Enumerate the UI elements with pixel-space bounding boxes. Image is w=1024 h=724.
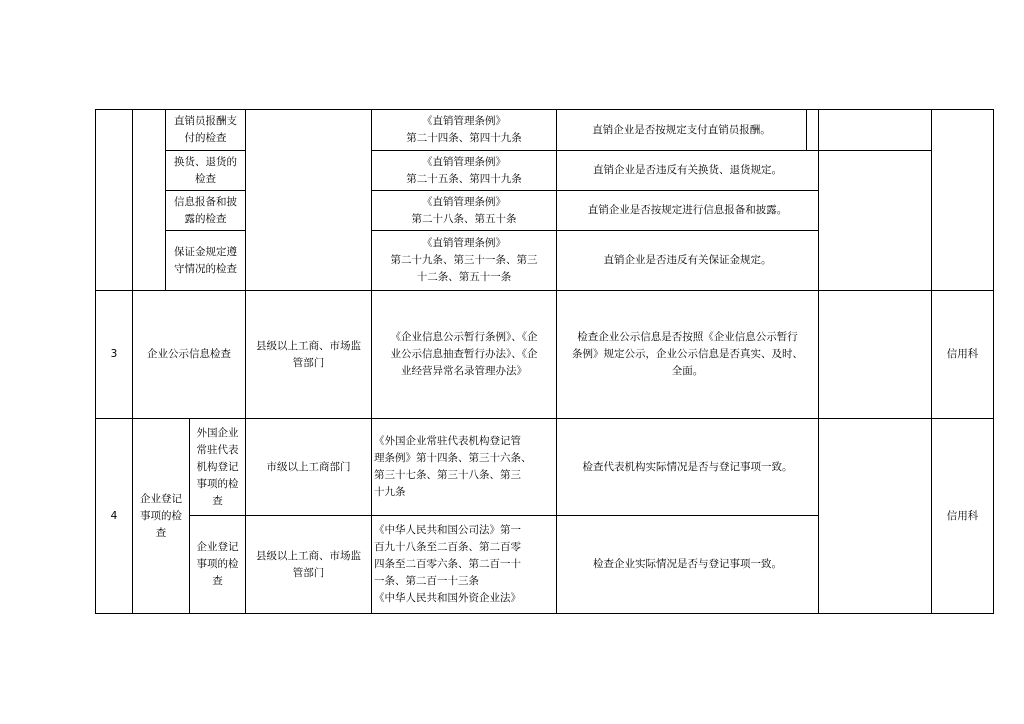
cell-item-r1 bbox=[132, 109, 166, 291]
cell-subject-r1 bbox=[245, 109, 372, 291]
cell-content-r4-2: 检查企业实际情况是否与登记事项一致。 bbox=[556, 515, 819, 614]
cell-dept-r1 bbox=[931, 109, 994, 291]
cell-subname-r1-4: 保证金规定遵 守情况的检查 bbox=[165, 230, 246, 291]
cell-content-r1-3: 直销企业是否按规定进行信息报备和披露。 bbox=[556, 190, 819, 231]
cell-basis-r1-3: 《直销管理条例》 第二十八条、第五十条 bbox=[371, 190, 557, 231]
cell-dept-r3: 信用科 bbox=[931, 290, 994, 419]
cell-subname-r1-1: 直销员报酬支 付的检查 bbox=[165, 109, 246, 151]
cell-content-r1-4: 直销企业是否违反有关保证金规定。 bbox=[556, 230, 819, 291]
cell-extra-r4 bbox=[818, 418, 932, 614]
cell-basis-r1-1: 《直销管理条例》 第二十四条、第四十九条 bbox=[371, 109, 557, 151]
cell-subname-r4-2: 企业登记 事项的检 查 bbox=[189, 515, 246, 614]
cell-content-r4-1: 检查代表机构实际情况是否与登记事项一致。 bbox=[556, 418, 819, 516]
cell-subname-r4-1: 外国企业 常驻代表 机构登记 事项的检 查 bbox=[189, 418, 246, 516]
cell-basis-r1-4: 《直销管理条例》 第二十九条、第三十一条、第三 十二条、第五十一条 bbox=[371, 230, 557, 291]
cell-subname-r1-3: 信息报备和披 露的检查 bbox=[165, 190, 246, 231]
cell-content-r1-1: 直销企业是否按规定支付直销员报酬。 bbox=[556, 109, 807, 151]
cell-subject-r3: 县级以上工商、市场监 管部门 bbox=[245, 290, 372, 419]
cell-extra-r3 bbox=[818, 290, 932, 419]
cell-subject-r4-1: 市级以上工商部门 bbox=[245, 418, 372, 516]
cell-content-r3: 检查企业公示信息是否按照《企业信息公示暂行 条例》规定公示，企业公示信息是否真实、及时、 全面。 bbox=[556, 290, 819, 419]
cell-basis-r1-2: 《直销管理条例》 第二十五条、第四十九条 bbox=[371, 150, 557, 191]
cell-num-r3: 3 bbox=[95, 290, 133, 419]
cell-subname-r1-2: 换货、退货的 检查 bbox=[165, 150, 246, 191]
cell-basis-r4-1: 《外国企业常驻代表机构登记管 理条例》第十四条、第三十六条、 第三十七条、第三十八条、第三 十九条 bbox=[371, 418, 557, 516]
cell-basis-r3: 《企业信息公示暂行条例》、《企 业公示信息抽查暂行办法》、《企 业经营异常名录管理办法》 bbox=[371, 290, 557, 419]
cell-basis-r4-2: 《中华人民共和国公司法》第一 百九十八条至二百条、第二百零 四条至二百零六条、第二百一十 一条、第二百一十三条 《中华人民共和国外资企业法》 bbox=[371, 515, 557, 614]
cell-dept-r4: 信用科 bbox=[931, 418, 994, 614]
cell-num-r4: 4 bbox=[95, 418, 133, 614]
cell-blank-r1-1 bbox=[806, 109, 932, 151]
cell-content-r1-2: 直销企业是否违反有关换货、退货规定。 bbox=[556, 150, 819, 191]
cell-subject-r4-2: 县级以上工商、市场监 管部门 bbox=[245, 515, 372, 614]
cell-item-r3: 企业公示信息检查 bbox=[132, 290, 246, 419]
cell-num-r1 bbox=[95, 109, 133, 291]
cell-item-r4: 企业登记 事项的检 查 bbox=[132, 418, 190, 614]
